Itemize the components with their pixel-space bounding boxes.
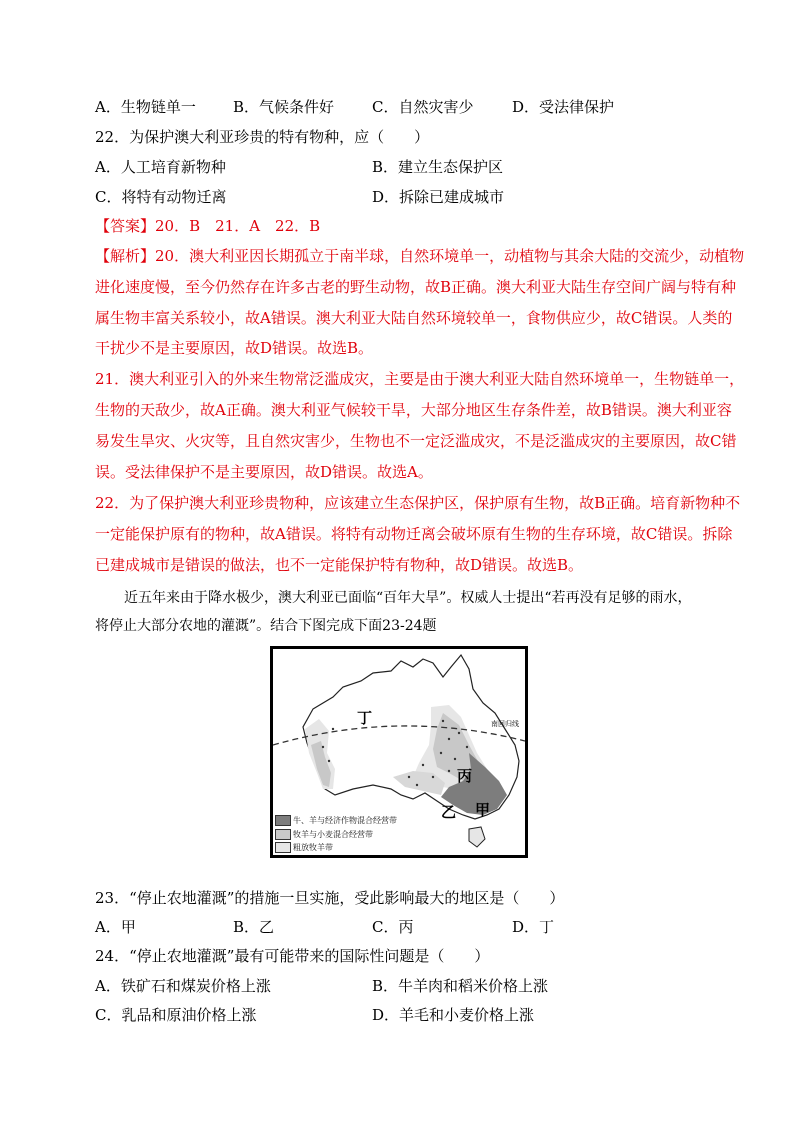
q21-option-c: C．自然灾害少 [372,98,474,116]
legend-item-mid [275,829,373,841]
q22-stem: 22．为保护澳大利亚珍贵的特有物种，应（ ） [95,128,430,146]
analysis-22-line-1: 22．为了保护澳大利亚珍贵物种，应该建立生态保护区，保护原有生物，故B正确。培育新物种不 [95,494,741,512]
q24-option-d: D．羊毛和小麦价格上涨 [372,1006,535,1024]
tasmania [469,827,485,847]
answer-line: 【答案】20．B 21．A 22．B [95,217,321,235]
q23-option-b: B．乙 [233,918,275,936]
map-label-ding: 丁 [357,709,373,727]
legend-label-dark: 牛、羊与经济作物混合经营带 [293,816,397,825]
q22-option-b: B．建立生态保护区 [372,158,504,176]
q23-option-a: A．甲 [95,918,136,936]
analysis-22-line-2: 一定能保护原有的物种，故A错误。将特有动物迁离会破坏原有生物的生存环境，故C错误。拆除 [95,525,733,543]
analysis-21-line-3: 易发生旱灾、火灾等，且自然灾害少，生物也不一定泛滥成灾，不是泛滥成灾的主要原因，故C错 [95,432,737,450]
legend-item-dark [275,815,397,827]
analysis-20-line-4: 干扰少不是主要原因，故D错误。故选B。 [95,339,374,357]
analysis-21-line-1: 21．澳大利亚引入的外来生物常泛滥成灾，主要是由于澳大利亚大陆自然环境单一，生物链单一， [95,370,745,388]
map-label-bing: 丙 [457,767,473,785]
australia-agriculture-map [270,646,528,858]
q21-option-a: A．生物链单一 [95,98,196,116]
q24-stem: 24．“停止农地灌溉”最有可能带来的国际性问题是（ ） [95,947,490,965]
intro-line-1: 近五年来由于降水极少，澳大利亚已面临“百年大旱”。权威人士提出“若再没有足够的雨水， [124,590,692,606]
analysis-20-line-1: 【解析】20．澳大利亚因长期孤立于南半球，自然环境单一，动植物与其余大陆的交流少，动植物 [95,247,745,265]
legend-label-mid: 牧羊与小麦混合经营带 [293,830,373,839]
q24-option-c: C．乳品和原油价格上涨 [95,1006,257,1024]
legend-swatch-dark [275,815,291,826]
legend-swatch-light [275,842,291,853]
legend-item-light [275,842,333,854]
q24-option-a: A．铁矿石和煤炭价格上涨 [95,977,271,995]
analysis-20-line-2: 进化速度慢，至今仍然存在许多古老的野生动物，故B正确。澳大利亚大陆生存空间广阔与特有种 [95,278,737,296]
q23-stem: 23．“停止农地灌溉”的措施一旦实施，受此影响最大的地区是（ ） [95,889,565,907]
analysis-21-line-2: 生物的天敌少，故A正确。澳大利亚气候较干旱，大部分地区生存条件差，故B错误。澳大利亚容 [95,401,732,419]
legend-swatch-mid [275,829,291,840]
q22-option-a: A．人工培育新物种 [95,158,226,176]
intro-line-2: 将停止大部分农地的灌溉”。结合下图完成下面23-24题 [95,618,437,634]
map-label-jia: 甲 [475,801,491,819]
q22-option-d: D．拆除已建成城市 [372,188,505,206]
q23-option-c: C．丙 [372,918,414,936]
analysis-20-line-3: 属生物丰富关系较小，故A错误。澳大利亚大陆自然环境较单一，食物供应少，故C错误。人类的 [95,309,733,327]
q21-option-d: D．受法律保护 [512,98,615,116]
map-label-yi: 乙 [441,803,457,821]
analysis-21-line-4: 误。受法律保护不是主要原因，故D错误。故选A。 [95,463,433,481]
q23-option-d: D．丁 [512,918,555,936]
tropic-label: 南回归线 [491,720,519,728]
analysis-22-line-3: 已建成城市是错误的做法，也不一定能保护特有物种，故D错误。故选B。 [95,556,584,574]
q24-option-b: B．牛羊肉和稻米价格上涨 [372,977,549,995]
legend-label-light: 粗放牧羊带 [293,843,333,852]
q21-option-b: B．气候条件好 [233,98,335,116]
q22-option-c: C．将特有动物迁离 [95,188,227,206]
